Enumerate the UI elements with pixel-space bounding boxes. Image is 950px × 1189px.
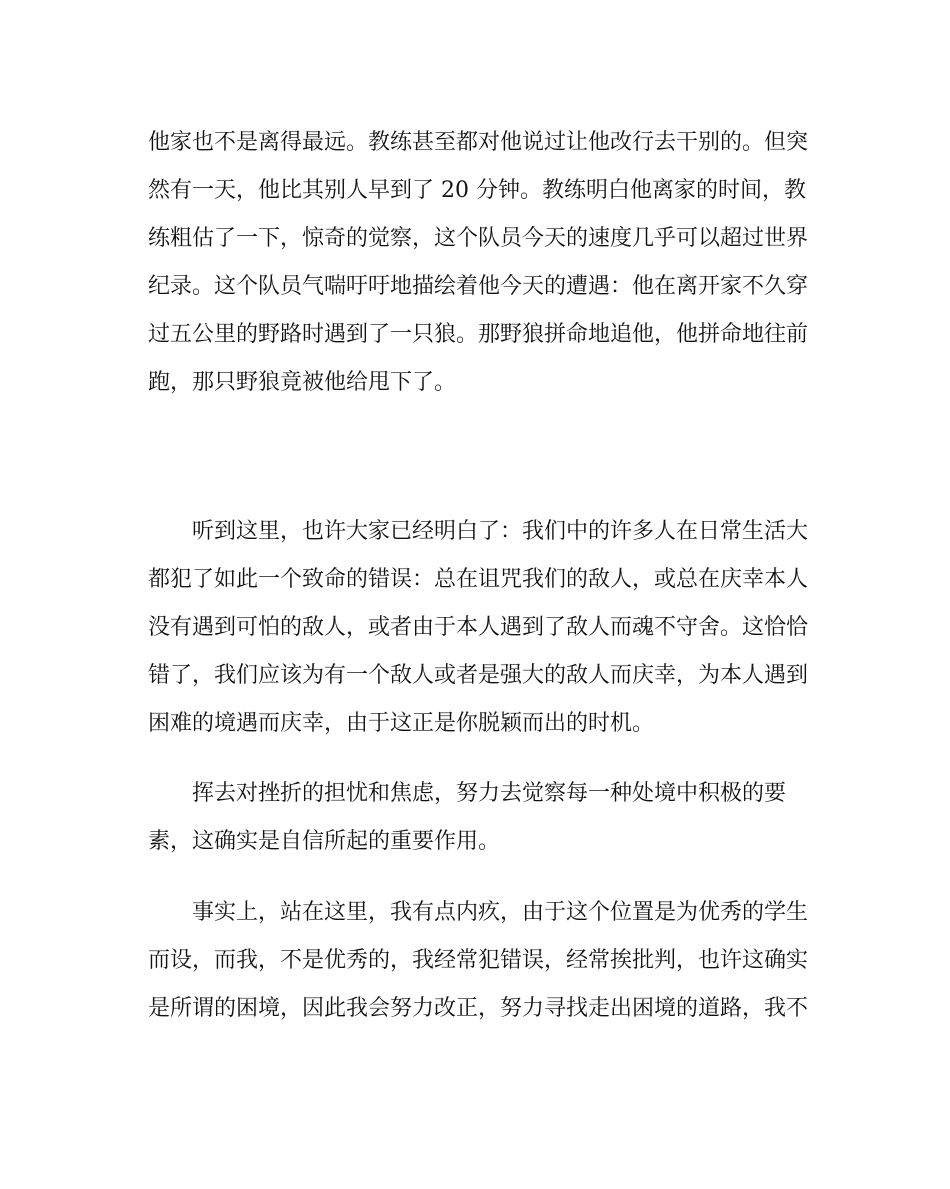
paragraph-1-line-5: 过五公里的野路时遇到了一只狼。那野狼拼命地追他，他拼命地往前	[148, 322, 809, 347]
paragraph-1-line-2: 然有一天，他比其别人早到了 20 分钟。教练明白他离家的时间，教	[148, 178, 806, 203]
paragraph-1-line-6: 跑，那只野狼竟被他给甩下了。	[148, 370, 457, 395]
paragraph-4-line-1: 事实上，站在这里，我有点内疚，由于这个位置是为优秀的学生	[192, 900, 809, 925]
paragraph-2-line-2: 都犯了如此一个致命的错误：总在诅咒我们的敌人，或总在庆幸本人	[148, 567, 809, 592]
paragraph-2-line-4: 错了，我们应该为有一个敌人或者是强大的敌人而庆幸，为本人遇到	[148, 663, 809, 688]
paragraph-2-line-3: 没有遇到可怕的敌人，或者由于本人遇到了敌人而魂不守舍。这恰恰	[148, 615, 809, 640]
paragraph-2-line-5: 困难的境遇而庆幸，由于这正是你脱颖而出的时机。	[148, 711, 655, 736]
paragraph-4-line-3: 是所谓的困境，因此我会努力改正，努力寻找走出困境的道路，我不	[148, 996, 809, 1021]
paragraph-1-line-4: 纪录。这个队员气喘吁吁地描绘着他今天的遭遇：他在离开家不久穿	[148, 274, 809, 299]
paragraph-1-line-3: 练粗估了一下，惊奇的觉察，这个队员今天的速度几乎可以超过世界	[148, 226, 809, 251]
paragraph-2-line-1: 听到这里，也许大家已经明白了：我们中的许多人在日常生活大	[192, 519, 809, 544]
paragraph-4-line-2: 而设，而我，不是优秀的，我经常犯错误，经常挨批判，也许这确实	[148, 948, 809, 973]
paragraph-3-line-2: 素，这确实是自信所起的重要作用。	[148, 829, 501, 854]
paragraph-1-line-1: 他家也不是离得最远。教练甚至都对他说过让他改行去干别的。但突	[148, 130, 809, 155]
paragraph-3-line-1: 挥去对挫折的担忧和焦虑，努力去觉察每一种处境中积极的要	[192, 781, 787, 806]
